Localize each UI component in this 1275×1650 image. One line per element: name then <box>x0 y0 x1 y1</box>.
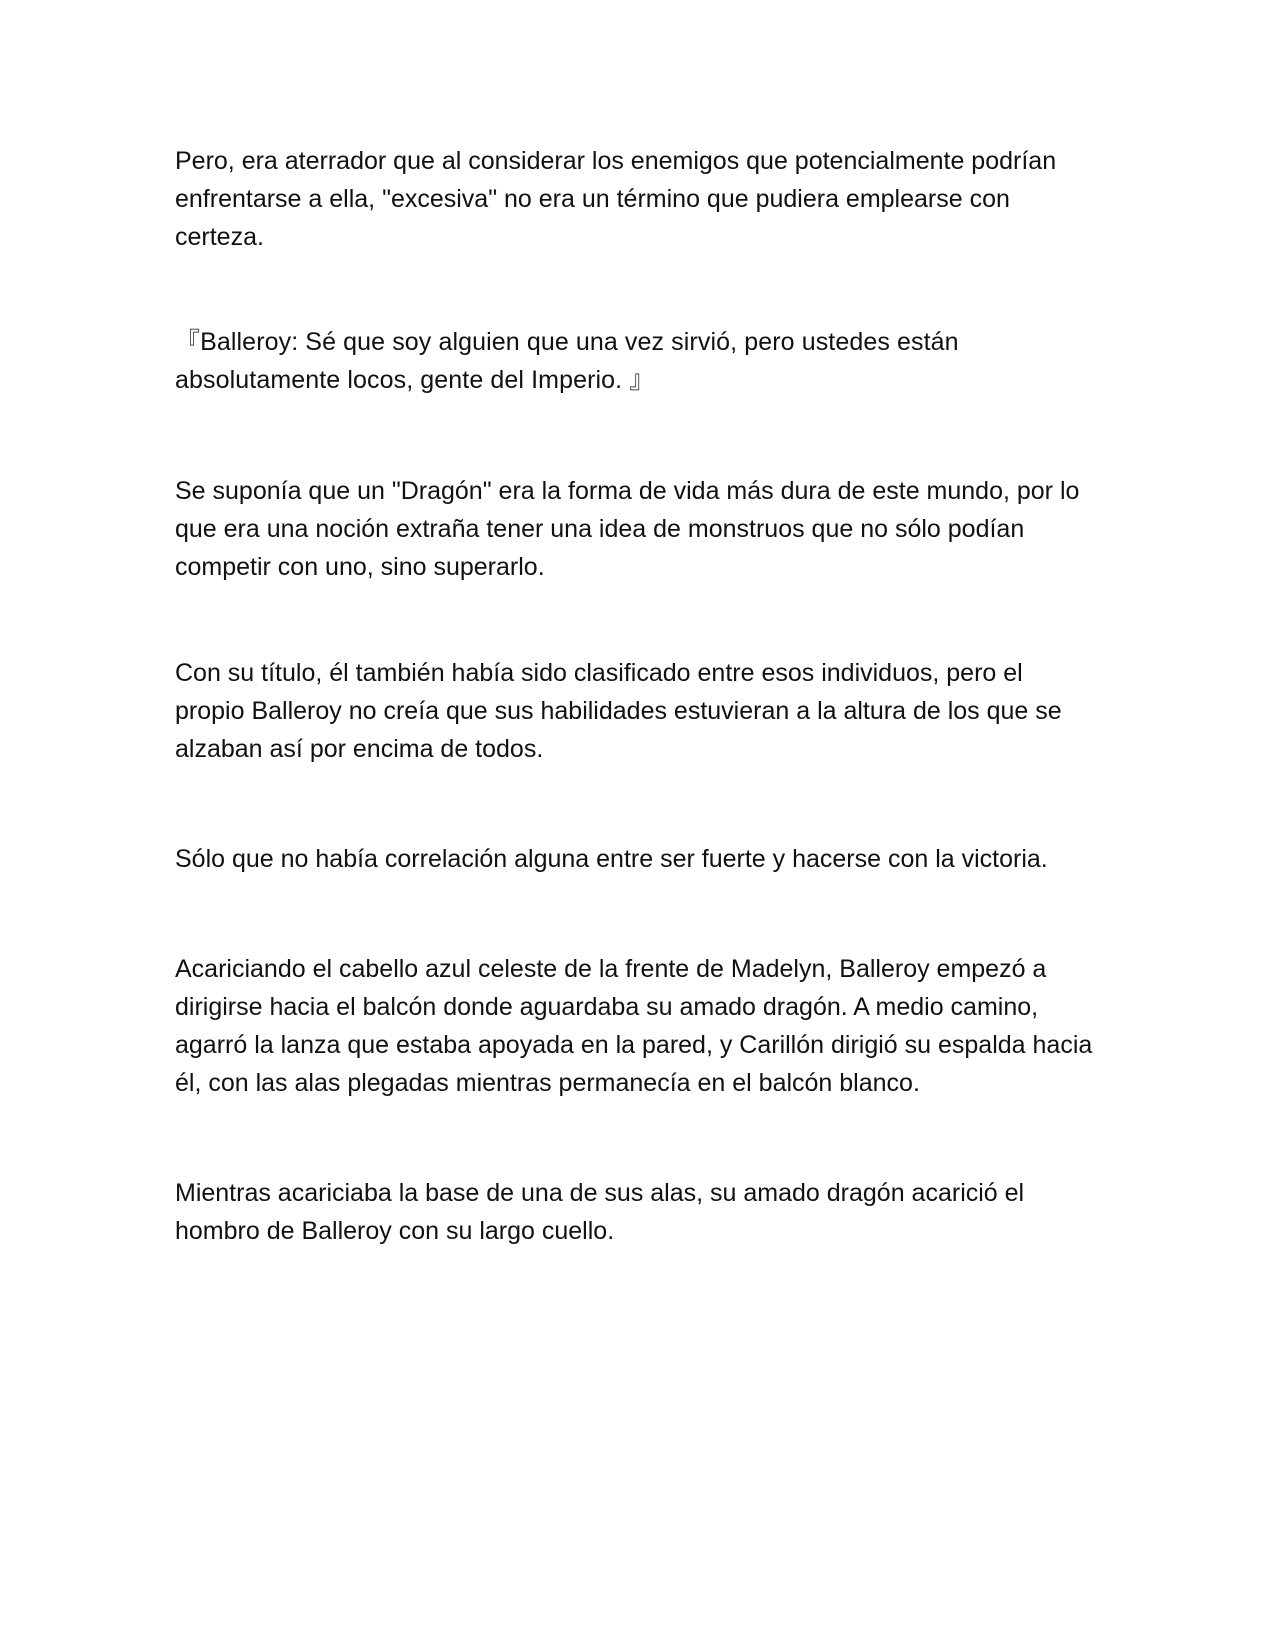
paragraph: Con su título, él también había sido clasificado entre esos individuos, pero el propio Balleroy no creía que sus habilidades estuvieran a la altura de los que se alzaban así por encima de todos. <box>175 659 1062 763</box>
paragraph: Se suponía que un "Dragón" era la forma de vida más dura de este mundo, por lo que era una noción extraña tener una idea de monstruos que no sólo podían competir con uno, sino superarlo. <box>175 477 1080 581</box>
paragraph: Acariciando el cabello azul celeste de la frente de Madelyn, Balleroy empezó a dirigirse hacia el balcón donde aguardaba su amado dragón. A medio camino, agarró la lanza que estaba apoyada en la pared, y Carillón dirigió su espalda hacia él, con las alas plegadas mientras permanecía en el balcón blanco. <box>175 955 1093 1097</box>
paragraph: Pero, era aterrador que al considerar los enemigos que potencialmente podrían enfrentarse a ella, "excesiva" no era un término que pudiera emplearse con certeza. <box>175 147 1057 251</box>
document-body <box>175 142 1095 1250</box>
paragraph: Mientras acariciaba la base de una de sus alas, su amado dragón acarició el hombro de Balleroy con su largo cuello. <box>175 1179 1025 1245</box>
dialogue-paragraph: 『Balleroy: Sé que soy alguien que una vez sirvió, pero ustedes están absolutamente locos, gente del Imperio. 』 <box>175 328 959 394</box>
paragraph: Sólo que no había correlación alguna entre ser fuerte y hacerse con la victoria. <box>175 845 1048 873</box>
